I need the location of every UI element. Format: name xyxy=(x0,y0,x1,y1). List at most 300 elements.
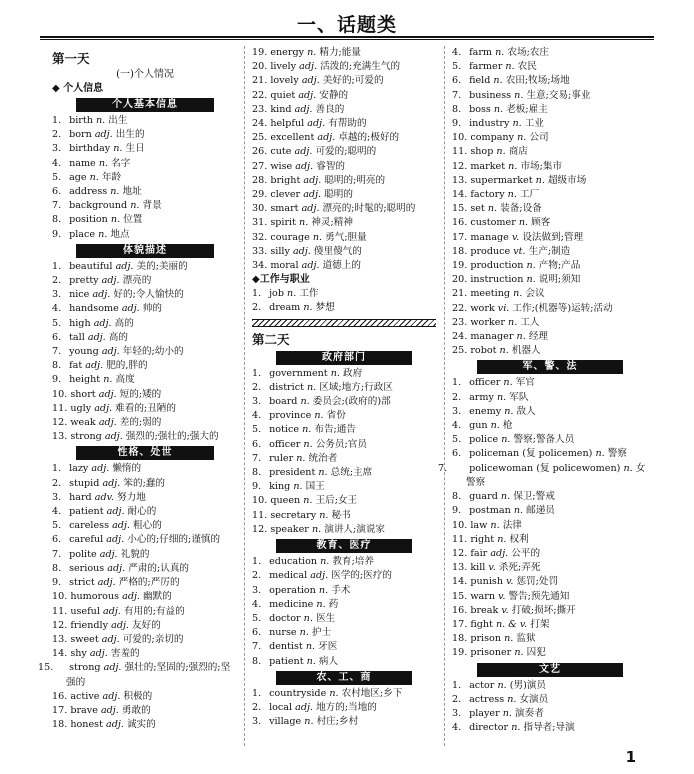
vocab-item xyxy=(52,157,238,171)
item-number: 1. xyxy=(52,115,62,126)
vocab-item xyxy=(52,548,238,562)
item-number: 6. xyxy=(52,186,62,198)
item-pos: n. xyxy=(98,157,109,169)
item-number: 9. xyxy=(52,228,62,240)
item-pos: adj. xyxy=(104,431,123,443)
item-meaning: 严肃的;认真的 xyxy=(128,562,190,574)
vocab-item xyxy=(52,576,238,590)
page-title: 一、话题类 xyxy=(296,14,397,36)
item-word: born xyxy=(69,129,92,141)
vocab-item xyxy=(452,391,648,405)
item-number: 4. xyxy=(52,506,62,518)
vocab-item xyxy=(452,188,648,202)
item-word: beautiful xyxy=(69,260,113,272)
item-word: kind xyxy=(270,103,292,115)
item-pos: adj. xyxy=(101,275,120,287)
item-word: countryside xyxy=(269,687,327,699)
item-word: active xyxy=(70,690,100,702)
item-pos: n. xyxy=(487,203,498,215)
item-pos: vi. xyxy=(497,302,510,314)
item-pos: n. xyxy=(110,186,120,198)
item-meaning: 精力;能量 xyxy=(319,47,361,58)
item-meaning: 顾客 xyxy=(531,217,551,229)
item-number: 22. xyxy=(452,302,468,314)
vocab-item xyxy=(52,142,238,156)
vocab-item xyxy=(52,519,238,533)
vocab-item xyxy=(452,74,648,88)
item-meaning: 帅的 xyxy=(142,303,162,315)
item-pos: adj. xyxy=(303,189,322,201)
item-word: height xyxy=(69,374,101,386)
item-number: 10. xyxy=(52,591,68,603)
item-number: 16. xyxy=(452,604,468,616)
item-word: fat xyxy=(69,360,83,372)
item-word: company xyxy=(470,132,515,144)
vocab-item xyxy=(452,89,648,103)
item-word: fair xyxy=(470,547,488,559)
item-meaning: 难看的;丑陋的 xyxy=(115,402,176,414)
item-meaning: 懒惰的 xyxy=(112,463,142,475)
item-number: 2. xyxy=(52,275,62,287)
item-word: spirit xyxy=(270,217,296,229)
item-number: 27. xyxy=(252,160,268,172)
item-word: board xyxy=(269,396,298,408)
vocab-item xyxy=(252,423,436,437)
item-number: 17. xyxy=(52,704,68,716)
vocab-item xyxy=(452,316,648,330)
item-number: 2. xyxy=(452,391,462,403)
item-word: president xyxy=(269,467,316,479)
item-word: nurse xyxy=(269,627,297,639)
item-word: shop xyxy=(470,146,494,158)
item-word: manager xyxy=(470,331,514,343)
vocab-item xyxy=(252,174,436,188)
item-meaning: 聪明的;明亮的 xyxy=(324,174,386,186)
item-number: 3. xyxy=(52,491,62,503)
item-number: 6. xyxy=(252,438,262,450)
item-word: bright xyxy=(270,174,301,186)
item-meaning: 商店 xyxy=(508,146,528,158)
item-word: set xyxy=(470,203,485,215)
item-meaning: 地方的;当地的 xyxy=(316,701,377,713)
item-meaning: 警察 xyxy=(607,448,627,460)
item-pos: n. xyxy=(306,655,316,667)
vocab-item xyxy=(52,619,238,633)
item-number: 10. xyxy=(452,132,468,144)
item-number: 4. xyxy=(452,420,462,432)
item-word: officer xyxy=(269,438,301,450)
item-pos: n. xyxy=(304,716,314,728)
item-word: local xyxy=(269,701,293,713)
item-number: 8. xyxy=(52,360,62,372)
item-number: 14. xyxy=(452,189,468,201)
vocab-item xyxy=(52,590,238,604)
day-heading: 第二天 xyxy=(252,331,290,347)
item-pos: adj. xyxy=(106,506,125,518)
vocab-item xyxy=(252,231,436,245)
vocab-item xyxy=(252,160,436,174)
item-word: hard xyxy=(69,491,92,503)
item-word: lively xyxy=(270,61,297,73)
vocab-item xyxy=(252,555,436,569)
item-word: handsome xyxy=(69,303,119,315)
item-pos: n. xyxy=(113,143,123,155)
vocab-item xyxy=(52,718,238,732)
item-meaning: 耐心的 xyxy=(127,506,157,518)
section-header-bar: 教育、医疗 xyxy=(276,539,412,553)
title-rule xyxy=(40,36,654,38)
vocab-item xyxy=(252,395,436,409)
vocab-item xyxy=(452,504,648,518)
vocab-item xyxy=(452,131,648,145)
item-word: doctor xyxy=(269,612,301,624)
item-meaning: 粗心的 xyxy=(133,520,162,532)
item-meaning: 卓越的;极好的 xyxy=(338,132,400,144)
vocab-item xyxy=(52,302,238,316)
item-number: 11. xyxy=(252,509,268,521)
item-pos: adj. xyxy=(299,61,318,73)
item-number: 7. xyxy=(452,89,462,101)
item-meaning: 女演员 xyxy=(519,693,549,705)
item-word: law xyxy=(470,519,488,531)
item-pos: n. & v. xyxy=(495,618,528,630)
item-meaning: 美的;美丽的 xyxy=(136,260,188,272)
item-word: stupid xyxy=(69,477,100,489)
item-word: kill xyxy=(470,562,486,574)
vocab-item xyxy=(452,245,648,259)
item-pos: n. xyxy=(514,647,524,659)
item-pos: n. xyxy=(513,288,523,300)
vocab-item xyxy=(452,561,648,575)
item-number: 16. xyxy=(452,217,468,229)
item-meaning: 公务员;官员 xyxy=(315,438,367,450)
item-meaning: 短的;矮的 xyxy=(119,388,162,400)
item-pos: n. xyxy=(287,288,297,300)
item-word: short xyxy=(70,388,96,400)
item-meaning: 善良的 xyxy=(315,103,345,115)
vocab-item xyxy=(38,661,238,689)
item-meaning: 监狱 xyxy=(516,633,536,645)
item-word: king xyxy=(269,481,291,493)
item-pos: n. xyxy=(493,75,503,87)
item-meaning: 警告;预先通知 xyxy=(508,590,570,602)
item-meaning: 打架 xyxy=(530,618,550,630)
item-pos: n. xyxy=(299,627,309,639)
vocab-item xyxy=(252,117,436,131)
item-meaning: 老板;雇主 xyxy=(506,103,548,115)
item-word: notice xyxy=(269,424,299,436)
item-meaning: (男)演员 xyxy=(509,679,547,691)
item-word: dentist xyxy=(269,641,303,653)
vocab-item xyxy=(452,646,648,660)
vocab-item xyxy=(52,317,238,331)
item-meaning: 傻里傻气的 xyxy=(313,245,362,257)
item-meaning: 手术 xyxy=(331,584,351,596)
column-divider xyxy=(244,46,245,746)
item-number: 1. xyxy=(52,463,62,475)
column-1 xyxy=(38,46,238,732)
vocab-item xyxy=(52,199,238,213)
item-meaning: 积极的 xyxy=(123,690,153,702)
item-meaning: 统治者 xyxy=(308,452,338,464)
item-meaning: 药 xyxy=(328,598,339,610)
item-meaning: 强烈的;强壮的;强大的 xyxy=(125,431,219,443)
section-header-bar: 军、警、法 xyxy=(477,360,622,374)
vocab-item xyxy=(252,74,436,88)
item-meaning: 杀死;弄死 xyxy=(498,562,541,574)
item-meaning: 产物;产品 xyxy=(538,260,581,272)
vocab-item xyxy=(252,687,436,701)
item-meaning: 礼貌的 xyxy=(120,548,150,560)
item-number: 21. xyxy=(252,75,268,87)
item-number: 4. xyxy=(252,598,262,610)
vocab-item xyxy=(52,402,238,416)
item-meaning: 经理 xyxy=(528,331,548,343)
item-number: 32. xyxy=(252,231,268,243)
item-number: 7. xyxy=(52,346,62,358)
section-header-bar: 农、工、商 xyxy=(276,671,412,685)
item-pos: n. xyxy=(502,707,512,719)
item-number: 8. xyxy=(52,214,62,226)
item-meaning: 护士 xyxy=(311,627,332,639)
item-pos: n. xyxy=(299,217,309,229)
vocab-item xyxy=(252,655,436,669)
item-word: sweet xyxy=(70,633,99,645)
item-meaning: 害羞的 xyxy=(110,648,140,660)
item-word: policewoman (复 policewomen) xyxy=(469,462,621,474)
vocab-item xyxy=(452,447,648,461)
item-word: friendly xyxy=(70,619,109,631)
item-number: 12. xyxy=(452,160,468,172)
item-number: 11. xyxy=(452,146,468,158)
item-meaning: 生意;交易;事业 xyxy=(526,89,591,101)
item-meaning: 差的;弱的 xyxy=(119,417,162,429)
item-word: instruction xyxy=(470,274,524,286)
item-pos: adj. xyxy=(295,701,314,713)
item-number: 22. xyxy=(252,89,268,101)
vocab-item xyxy=(452,707,648,721)
item-pos: n. xyxy=(507,189,517,201)
item-pos: adj. xyxy=(100,704,119,716)
item-pos: n. xyxy=(330,367,340,379)
item-meaning: 生产;制造 xyxy=(528,245,571,257)
vocab-item xyxy=(52,128,238,142)
item-number: 10. xyxy=(52,388,68,400)
bullet-heading: ◆工作与职业 xyxy=(252,274,310,286)
item-number: 24. xyxy=(452,331,468,343)
item-pos: adj. xyxy=(94,129,113,141)
item-meaning: 工厂 xyxy=(519,189,540,201)
item-word: helpful xyxy=(270,118,305,130)
vocab-item xyxy=(452,519,648,533)
item-word: birthday xyxy=(69,143,111,155)
item-pos: n. xyxy=(314,410,324,422)
column-3 xyxy=(438,46,648,735)
item-word: medicine xyxy=(269,598,314,610)
item-pos: adj. xyxy=(85,360,104,372)
day-heading: 第一天 xyxy=(52,51,90,66)
item-meaning: 警察;警备人员 xyxy=(513,434,575,446)
item-meaning: 枪 xyxy=(502,420,513,432)
item-meaning: 背景 xyxy=(142,200,162,212)
item-meaning: 漂亮的;时髦的;聪明的 xyxy=(322,203,416,215)
item-meaning: 军队 xyxy=(509,391,529,403)
item-word: secretary xyxy=(270,509,317,521)
item-word: dream xyxy=(269,302,301,314)
vocab-item xyxy=(438,462,648,490)
vocab-item xyxy=(452,202,648,216)
item-meaning: 出生 xyxy=(108,115,128,126)
item-number: 14. xyxy=(452,576,468,588)
vocab-item xyxy=(452,117,648,131)
item-pos: n. xyxy=(318,584,329,596)
vocab-item xyxy=(52,690,238,704)
item-word: work xyxy=(470,302,495,314)
item-word: prisoner xyxy=(470,647,512,659)
item-number: 11. xyxy=(52,402,68,414)
vocab-item xyxy=(52,213,238,227)
item-pos: v. xyxy=(488,562,496,574)
item-pos: adj. xyxy=(294,146,313,158)
item-number: 20. xyxy=(252,61,268,73)
item-number: 13. xyxy=(52,633,68,645)
item-word: break xyxy=(470,604,499,616)
item-pos: n. xyxy=(130,200,140,212)
vocab-item xyxy=(252,367,436,381)
item-meaning: 演讲人;演说家 xyxy=(324,523,386,535)
item-meaning: 权利 xyxy=(509,533,529,545)
item-pos: n. xyxy=(103,374,113,386)
item-pos: n. xyxy=(526,260,536,272)
vocab-item xyxy=(252,60,436,74)
item-pos: n. xyxy=(503,377,513,389)
item-pos: adj. xyxy=(307,118,326,130)
item-pos: adj. xyxy=(87,331,106,343)
item-number: 1. xyxy=(252,367,262,379)
item-meaning: 演奏者 xyxy=(515,707,544,719)
item-pos: n. xyxy=(89,171,99,183)
item-meaning: 高的 xyxy=(108,331,128,343)
item-word: right xyxy=(470,533,495,545)
item-word: queen xyxy=(270,495,301,507)
item-pos: vt. xyxy=(513,245,526,257)
item-pos: adj. xyxy=(103,662,122,674)
item-pos: n. xyxy=(595,448,605,460)
item-pos: n. xyxy=(318,467,328,479)
vocab-item xyxy=(52,477,238,491)
item-meaning: 勇敢的 xyxy=(121,704,151,716)
vocab-item xyxy=(452,604,648,618)
item-pos: n. xyxy=(303,612,313,624)
item-number: 18. xyxy=(52,719,68,731)
item-word: robot xyxy=(470,345,497,357)
vocab-item xyxy=(52,185,238,199)
item-number: 12. xyxy=(52,619,68,631)
item-word: tall xyxy=(69,331,85,343)
item-pos: n. xyxy=(623,462,633,474)
item-number: 23. xyxy=(252,103,268,115)
vocab-item xyxy=(252,584,436,598)
item-number: 3. xyxy=(252,716,262,728)
item-word: strong xyxy=(69,662,101,674)
item-pos: n. xyxy=(320,556,330,568)
item-pos: n. xyxy=(516,331,526,343)
item-pos: v. xyxy=(501,604,509,616)
item-meaning: 公司 xyxy=(529,132,549,144)
item-number: 4. xyxy=(452,47,462,58)
item-meaning: 生日 xyxy=(125,143,145,155)
vocab-item xyxy=(52,288,238,302)
vocab-item xyxy=(252,103,436,117)
item-number: 7. xyxy=(252,452,262,464)
item-word: field xyxy=(469,75,491,87)
item-number: 4. xyxy=(52,303,62,315)
item-meaning: 敌人 xyxy=(516,405,536,417)
vocab-item xyxy=(52,228,238,242)
item-number: 10. xyxy=(452,519,468,531)
item-word: worker xyxy=(470,316,505,328)
item-meaning: 出生的 xyxy=(115,129,145,141)
item-word: guard xyxy=(469,491,498,503)
item-word: moral xyxy=(270,260,299,272)
item-number: 2. xyxy=(252,701,262,713)
item-meaning: 勇气;胆量 xyxy=(325,231,367,243)
item-word: education xyxy=(269,556,318,568)
item-pos: n. xyxy=(493,103,504,115)
item-pos: n. xyxy=(497,533,507,545)
item-word: honest xyxy=(70,719,103,731)
item-word: province xyxy=(269,410,312,422)
vocab-item xyxy=(452,60,648,74)
item-word: polite xyxy=(69,548,97,560)
vocab-item xyxy=(252,715,436,729)
vocab-item xyxy=(52,647,238,661)
item-meaning: 位置 xyxy=(123,214,143,226)
item-number: 1. xyxy=(252,556,262,568)
item-meaning: 政府 xyxy=(343,367,363,379)
item-pos: adj. xyxy=(292,245,311,257)
item-number: 2. xyxy=(252,570,262,582)
item-pos: adj. xyxy=(301,75,320,87)
item-meaning: 年轻的;幼小的 xyxy=(122,346,184,358)
vocab-item xyxy=(452,344,648,358)
vocab-item xyxy=(452,533,648,547)
item-pos: n. xyxy=(98,228,108,240)
subsection-title: (一)个人情况 xyxy=(116,69,174,80)
item-pos: n. xyxy=(307,47,317,58)
item-number: 1. xyxy=(452,679,462,691)
vocab-item xyxy=(452,405,648,419)
vocab-item xyxy=(252,466,436,480)
vocab-item xyxy=(252,216,436,230)
vocab-item xyxy=(252,145,436,159)
item-word: age xyxy=(69,171,87,183)
section-header-bar: 政府部门 xyxy=(276,351,412,365)
vocab-item xyxy=(252,640,436,654)
item-word: ruler xyxy=(269,452,294,464)
item-meaning: 打破;损坏;撕开 xyxy=(511,604,576,616)
vocab-item xyxy=(452,618,648,632)
item-meaning: 法律 xyxy=(502,519,522,531)
title-rule-thin xyxy=(40,39,654,40)
item-meaning: 笨的;蠢的 xyxy=(123,477,165,489)
item-meaning: 总统;主席 xyxy=(330,467,373,479)
item-pos: n. xyxy=(517,132,527,144)
item-meaning: 秘书 xyxy=(331,509,351,521)
vocab-item xyxy=(452,231,648,245)
vocab-item xyxy=(52,491,238,505)
item-meaning: 神灵;精神 xyxy=(311,217,353,229)
